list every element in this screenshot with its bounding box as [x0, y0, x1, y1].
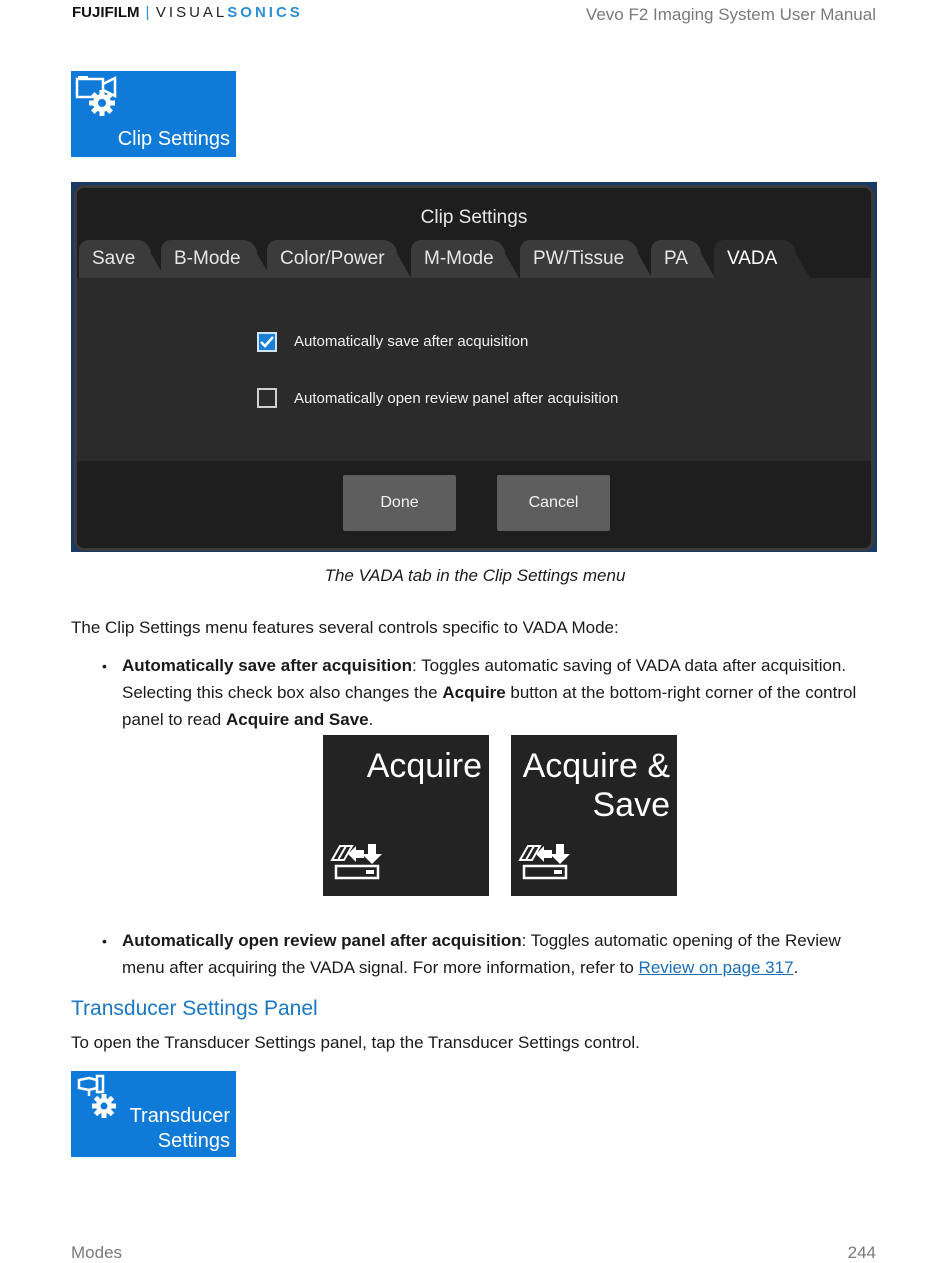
- checkmark-icon: [259, 334, 275, 350]
- review-page-link[interactable]: Review on page 317: [638, 958, 794, 977]
- brand-logo: [72, 4, 303, 21]
- acquire-and-save-term: Acquire and Save: [225, 710, 369, 729]
- auto-save-label: Automatically save after acquisition: [294, 333, 529, 350]
- document-title: Vevo F2 Imaging System User Manual: [585, 5, 876, 24]
- bullet-text: : Toggles automatic opening of the Review menu after acquiring the VADA signal. For more information, refer to: [122, 931, 841, 977]
- done-button[interactable]: Done: [343, 475, 456, 531]
- bullet-marker: •: [102, 933, 107, 949]
- vada-tab-panel: [77, 278, 871, 461]
- acquire-icon: [518, 842, 574, 882]
- tab-save[interactable]: Save: [79, 240, 151, 278]
- bullet-auto-save: [122, 652, 862, 733]
- section-heading: Transducer Settings Panel: [71, 997, 318, 1020]
- transducer-label-line2: Settings: [157, 1130, 230, 1152]
- bullet-auto-open-review: [122, 927, 862, 981]
- bullet-text: : Toggles automatic saving of VADA data after acquisition. Selecting this check box also changes the: [122, 656, 847, 702]
- footer-section-name: Modes: [71, 1243, 123, 1262]
- transducer-gear-icon: [75, 1074, 123, 1120]
- brand-fujifilm: FUJIFILM: [72, 4, 140, 21]
- acquire-label: Acquire: [366, 747, 482, 785]
- bullet-term: Automatically open review panel after acquisition: [122, 931, 522, 950]
- tab-color-power[interactable]: Color/Power: [267, 240, 397, 278]
- transducer-settings-tile[interactable]: [71, 1071, 236, 1157]
- acquire-and-save-button-image: [511, 735, 677, 896]
- auto-open-review-checkbox[interactable]: [257, 388, 277, 408]
- figure-caption: The VADA tab in the Clip Settings menu: [324, 566, 626, 585]
- brand-separator: |: [145, 4, 150, 21]
- bullet-text: .: [793, 958, 799, 977]
- clip-settings-dialog-screenshot: [71, 182, 877, 552]
- brand-visual: VISUAL: [155, 4, 228, 21]
- tab-pw-tissue[interactable]: PW/Tissue: [520, 240, 638, 278]
- tab-b-mode[interactable]: B-Mode: [161, 240, 257, 278]
- clip-settings-dialog: [74, 185, 874, 551]
- tab-vada[interactable]: VADA: [714, 240, 796, 278]
- tab-m-mode[interactable]: M-Mode: [411, 240, 505, 278]
- section-paragraph: To open the Transducer Settings panel, tap the Transducer Settings control.: [71, 1033, 640, 1052]
- bullet-text: button at the bottom-right corner of the control panel to read: [122, 683, 857, 729]
- page-number: 244: [847, 1243, 876, 1262]
- acquire-term: Acquire: [442, 683, 506, 702]
- intro-paragraph: The Clip Settings menu features several controls specific to VADA Mode:: [71, 618, 619, 637]
- clip-settings-tile[interactable]: [71, 71, 236, 157]
- bullet-text: .: [368, 710, 374, 729]
- acquire-save-line1: Acquire &: [522, 747, 670, 785]
- tab-pa[interactable]: PA: [651, 240, 701, 278]
- camera-gear-icon: [75, 74, 121, 118]
- acquire-icon: [330, 842, 386, 882]
- auto-save-checkbox[interactable]: [257, 332, 277, 352]
- clip-settings-label: Clip Settings: [117, 128, 230, 150]
- brand-sonics: SONICS: [227, 4, 303, 21]
- bullet-term: Automatically save after acquisition: [122, 656, 413, 675]
- dialog-title: Clip Settings: [420, 207, 528, 228]
- acquire-button-image: [323, 735, 489, 896]
- bullet-marker: •: [102, 658, 107, 674]
- auto-open-review-label: Automatically open review panel after acquisition: [294, 390, 619, 407]
- acquire-save-line2: Save: [592, 786, 670, 824]
- transducer-label-line1: Transducer: [129, 1105, 230, 1127]
- cancel-button[interactable]: Cancel: [497, 475, 610, 531]
